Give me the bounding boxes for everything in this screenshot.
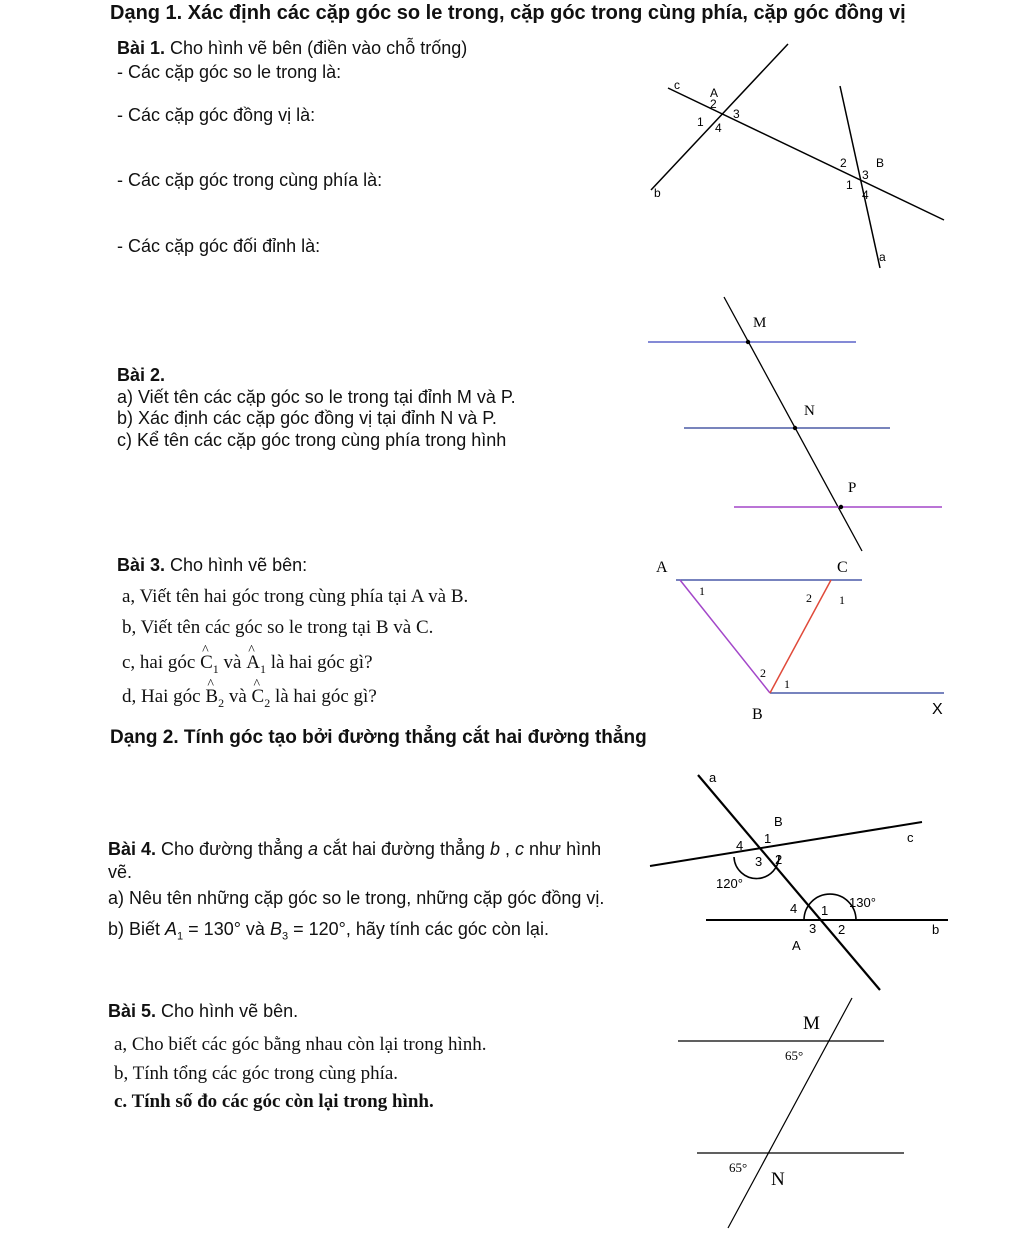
bai3-d-pre: d, Hai góc <box>122 686 206 707</box>
bai3-label: Bài 3. <box>117 555 166 575</box>
label-A2: 2 <box>710 97 717 111</box>
bai4-comma: , <box>500 839 516 859</box>
label-C: C <box>837 559 848 576</box>
bai4-B: B <box>269 919 282 939</box>
label-A: A <box>792 938 801 953</box>
bai2-line-b: b) Xác định các cặp góc đồng vị tại đỉnh N và P. <box>117 408 497 428</box>
label-120: 120° <box>716 876 743 891</box>
bai5-label: Bài 5. <box>108 1001 157 1021</box>
bai3-d-post: là hai góc gì? <box>270 686 377 707</box>
angle-c1-letter: C <box>200 652 213 673</box>
label-N: N <box>804 403 815 419</box>
bai4-var-b: b <box>489 839 500 859</box>
bai4-A-val: = 130° <box>183 919 241 939</box>
label-B1: 1 <box>764 831 772 846</box>
bai4-line-3: a) Nêu tên những cặp góc so le trong, những cặp góc đồng vị. <box>108 888 605 908</box>
bai1-label: Bài 1. <box>117 38 166 58</box>
label-N: N <box>771 1169 785 1190</box>
section-2-title: Dạng 2. Tính góc tạo bởi đường thẳng cắt hai đường thẳng <box>110 727 647 748</box>
label-C1: 1 <box>839 593 845 607</box>
bai1-line-4: - Các cặp góc đối đỉnh là: <box>117 236 321 256</box>
bai4-b-pre: b) Biết <box>108 919 166 939</box>
bai1-line-3: - Các cặp góc trong cùng phía là: <box>117 170 383 190</box>
label-A4: 4 <box>715 121 722 135</box>
label-a: a <box>709 770 717 785</box>
bai4-A-sub: 1 <box>177 930 184 943</box>
bai5-line-c: c. Tính số đo các góc còn lại trong hình. <box>114 1091 434 1112</box>
label-A1: 1 <box>699 584 705 598</box>
bai3-line-b: b, Viết tên các góc so le trong tại B và C. <box>122 617 434 638</box>
transversal <box>728 998 852 1228</box>
label-A: A <box>656 559 668 576</box>
bai4-b-post: hãy tính các góc còn lại. <box>350 919 549 939</box>
bai3-text: Cho hình vẽ bên: <box>165 555 308 575</box>
bai4-B-val: = 120°, <box>288 919 351 939</box>
label-A2: 2 <box>838 922 846 937</box>
label-B4: 4 <box>862 188 869 202</box>
bai1-line-2: - Các cặp góc đồng vị là: <box>117 105 316 125</box>
bai5-line-a: a, Cho biết các góc bằng nhau còn lại trong hình. <box>114 1034 487 1055</box>
label-A1: 1 <box>697 115 704 129</box>
label-x: X <box>932 701 943 718</box>
angle-c1-sub: 1 <box>212 661 219 676</box>
label-B: B <box>876 156 885 170</box>
label-M: M <box>803 1013 820 1034</box>
angle-c2-sub: 2 <box>264 695 271 710</box>
bai4-var-c: c <box>515 839 525 859</box>
bai5-line-b: b, Tính tổng các góc trong cùng phía. <box>114 1063 399 1084</box>
bai3-c-post: là hai góc gì? <box>265 652 373 673</box>
bai3-c-pre: c, hai góc <box>122 652 201 673</box>
bai4-B-sub: 3 <box>281 930 289 943</box>
bai3-c-mid: và <box>218 652 247 673</box>
angle-c2-letter: C <box>251 686 265 707</box>
bai2-line-a: a) Viết tên các cặp góc so le trong tại đỉnh M và P. <box>117 387 516 407</box>
label-C2: 2 <box>806 591 812 605</box>
bai4-text1: Cho đường thẳng <box>156 839 308 859</box>
label-M: M <box>753 315 767 331</box>
label-B4: 4 <box>736 838 744 853</box>
angle-b2-letter: B <box>205 686 219 707</box>
label-B: B <box>774 814 783 829</box>
label-B2: 2 <box>840 156 847 170</box>
bai4-label: Bài 4. <box>108 839 157 859</box>
label-B: B <box>752 706 763 723</box>
bai3-d-mid: và <box>224 686 252 707</box>
bai4-text2: cắt hai đường thẳng <box>318 839 490 859</box>
label-A4: 4 <box>790 901 798 916</box>
section-1-title: Dạng 1. Xác định các cặp góc so le trong, cặp góc trong cùng phía, cặp góc đồng vị <box>110 2 906 24</box>
label-c: c <box>674 78 680 92</box>
bai1-line-1: - Các cặp góc so le trong là: <box>117 62 342 82</box>
bai5-text: Cho hình vẽ bên. <box>156 1001 299 1021</box>
label-65-n: 65° <box>729 1160 748 1175</box>
label-c: c <box>907 830 914 845</box>
bai4-and: và <box>240 919 270 939</box>
label-A1: 1 <box>821 903 829 918</box>
label-130: 130° <box>849 895 876 910</box>
bai4-A: A <box>165 919 178 939</box>
label-B1: 1 <box>846 178 853 192</box>
bai4-line-2: vẽ. <box>108 862 133 882</box>
bai2-line-c: c) Kể tên các cặp góc trong cùng phía trong hình <box>117 430 507 450</box>
bai3-line-a: a, Viết tên hai góc trong cùng phía tại A và B. <box>122 586 469 607</box>
bai4-var-a: a <box>308 839 319 859</box>
label-a: a <box>879 250 886 264</box>
angle-b2-sub: 2 <box>218 695 225 710</box>
bai1-text: Cho hình vẽ bên (điền vào chỗ trống) <box>165 38 468 58</box>
label-B3: 3 <box>755 854 763 869</box>
label-A3: 3 <box>809 921 817 936</box>
label-P: P <box>848 480 857 496</box>
label-B1: 1 <box>784 677 790 691</box>
label-B2: 2 <box>775 852 783 867</box>
label-A: A <box>710 86 719 100</box>
label-b: b <box>932 922 940 937</box>
bai4-text3: như hình <box>524 839 602 859</box>
label-65-m: 65° <box>785 1048 804 1063</box>
label-B3: 3 <box>862 168 869 182</box>
label-b: b <box>654 186 661 200</box>
label-A3: 3 <box>733 107 740 121</box>
angle-a1-letter: A <box>246 652 260 673</box>
bai2-label: Bài 2. <box>117 365 166 385</box>
label-B2: 2 <box>760 666 766 680</box>
angle-a1-sub: 1 <box>259 661 266 676</box>
